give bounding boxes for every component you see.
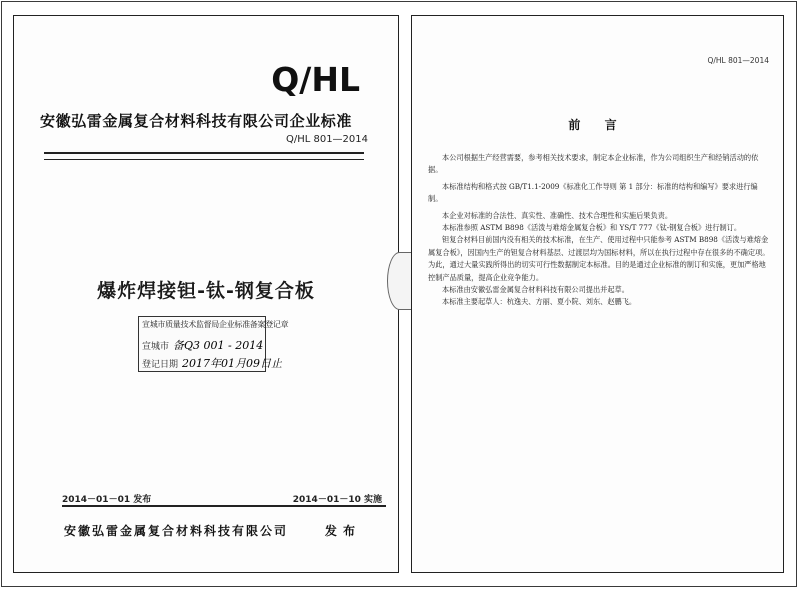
stamp-registration-number: 备Q3 001 - 2014 [173, 339, 264, 352]
header-rule-thick [44, 152, 364, 154]
issuer-suffix: 发 布 [324, 524, 356, 538]
stamp-line-authority: 宣城市质量技术监督局企业标准备案登记章 [142, 320, 289, 329]
footer-rule [62, 505, 386, 507]
standard-title: 爆炸焊接钽-钛-钢复合板 [97, 280, 315, 302]
preface-paragraph: 本标准主要起草人：杭逸夫、方丽、夏小院、刘东、赵鹏飞。 [442, 297, 637, 307]
preface-paragraph: 本公司根据生产经营需要，参考相关技术要求，制定本企业标准，作为公司组织生产和经销活动的依据。 [428, 153, 759, 175]
preface-paragraph: 本标准参照 ASTM B898《活泼与难熔金属复合板》和 YS/T 777《钛-钢复合板》进行制订。 [442, 223, 742, 233]
effective-date: 2014－01－10 实施 [292, 495, 382, 505]
registration-stamp [138, 316, 289, 372]
stamp-validity-label: 登记日期 [142, 360, 179, 370]
publish-date: 2014－01－01 发布 [62, 495, 152, 505]
preface-title: 前 言 [568, 118, 627, 132]
binding-seal-mark [387, 252, 412, 310]
preface-paragraph: 本标准结构和格式按 GB/T1.1-2009《标准化工作导则 第 1 部分：标准的结构和编写》要求进行编制。 [428, 181, 758, 204]
stamp-validity-date: 2017年01月09日止 [182, 357, 283, 370]
organization-standard-title: 安徽弘雷金属复合材料科技有限公司企业标准 [40, 112, 353, 130]
preface-body [428, 152, 772, 309]
cover-page [13, 15, 399, 573]
stamp-line-registration [142, 337, 262, 353]
stamp-registration-label: 宣城市 [142, 342, 170, 352]
standard-brand-code: Q/HL [271, 60, 360, 99]
preface-paragraph: 本标准由安徽弘雷金属复合材料科技有限公司提出并起草。 [442, 285, 629, 295]
standard-code: Q/HL 801—2014 [285, 134, 368, 145]
preface-page [411, 15, 784, 573]
preface-paragraph: 本企业对标准的合法性、真实性、准确性、技术合理性和实施后果负责。 [442, 210, 673, 220]
stamp-line-validity [142, 355, 283, 371]
issuer-name: 安徽弘雷金属复合材料科技有限公司 [64, 524, 289, 538]
preface-paragraph: 钽复合材料目前国内没有相关的技术标准，在生产、使用过程中只能参考 ASTM B898《活泼与难熔金属复合板》，因国内生产的钽复合材料基层、过渡层均为国标材料，所以在执行过程中存在很多的不确定项。为此，通过大量实践所得出的切实可行性数据制定本标准。目的是通过企业标准的制订和实施，更加严格地控制产品质量，提高企业竞争能力。 [428, 235, 770, 282]
header-rule-thin [44, 159, 364, 160]
page-header-code: Q/HL 801—2014 [707, 56, 769, 65]
